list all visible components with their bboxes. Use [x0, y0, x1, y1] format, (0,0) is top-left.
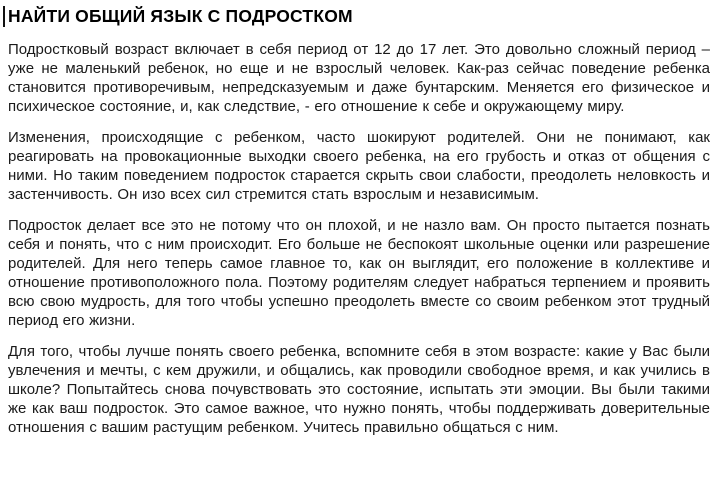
text-caret	[3, 6, 5, 27]
page-title: НАЙТИ ОБЩИЙ ЯЗЫК С ПОДРОСТКОМ	[8, 6, 353, 26]
paragraph-teen-motivation: Подросток делает все это не потому что он плохой, и не назло вам. Он просто пытается познать себя и понять, что с ним происходит. Его больше не беспокоят школьные оценки или разрешение родителей. Для него теперь самое главное то, как он выглядит, его положение в коллективе и отношение противоположного пола. Поэтому родителям следует набраться терпением и проявить всю свою мудрость, для того чтобы успешно преодолеть вместе со своим ребенком этот трудный период его жизни.	[8, 217, 710, 329]
paragraph-age-period: Подростковый возраст включает в себя период от 12 до 17 лет. Это довольно сложный период – уже не маленький ребенок, но еще и не взрослый человек. Как-раз сейчас поведение ребенка становится противоречивым, непредсказуемым и даже бунтарским. Меняется его физическое и психическое состояние, и, как следствие, - его отношение к себе и окружающему миру.	[8, 41, 710, 115]
paragraph-remember-yourself: Для того, чтобы лучше понять своего ребенка, вспомните себя в этом возрасте: какие у Вас были увлечения и мечты, с кем дружили, и общались, как проводили свободное время, и как учились в школе? Попытайтесь снова почувствовать это состояние, испытать эти эмоции. Вы были такими же как ваш подросток. Это самое важное, что нужно понять, чтобы поддерживать доверительные отношения с вашим растущим ребенком. Учитесь правильно общаться с ним.	[8, 343, 710, 436]
paragraph-changes-shock-parents: Изменения, происходящие с ребенком, часто шокируют родителей. Они не понимают, как реагировать на провокационные выходки своего ребенка, на его грубость и отказ от общения с ними. Но таким поведением подросток старается скрыть свои слабости, преодолеть неловкость и застенчивость. Он изо всех сил стремится стать взрослым и независимым.	[8, 129, 710, 203]
